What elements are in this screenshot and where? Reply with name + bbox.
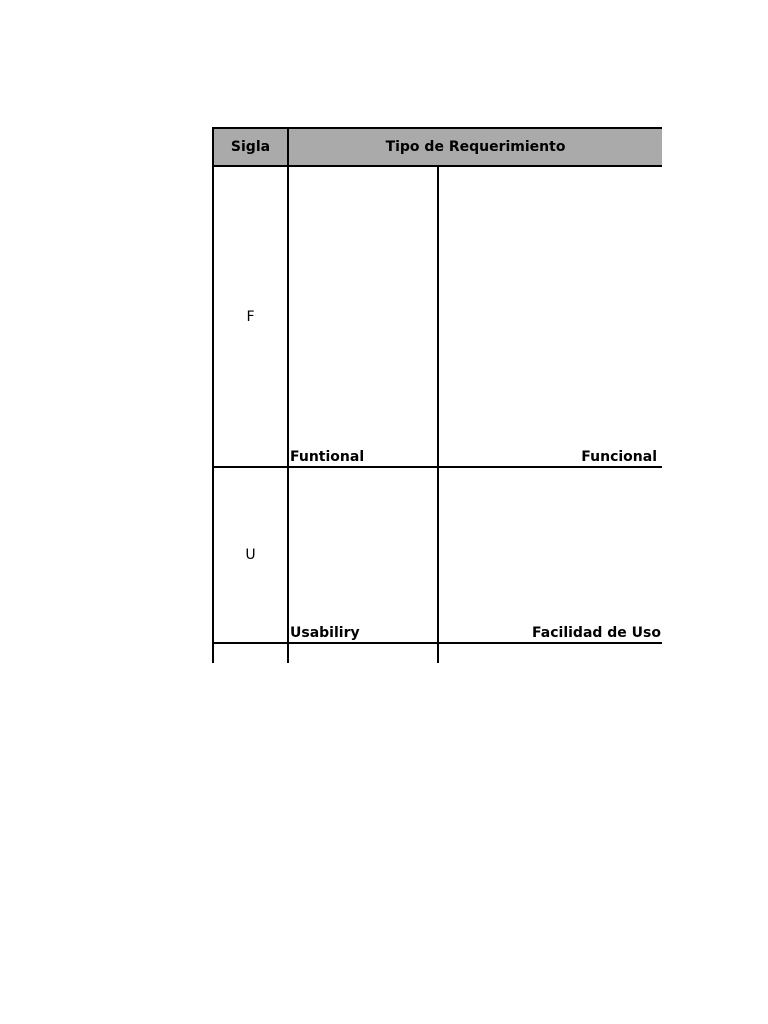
table-left-border	[212, 127, 214, 663]
header-sigla: Sigla	[230, 139, 271, 155]
row-2-sigla: U	[245, 547, 256, 563]
tipo-column-divider	[437, 165, 439, 663]
header-tipo-de-requerimiento: Tipo de Requerimiento	[385, 139, 566, 155]
sigla-column-divider	[287, 127, 289, 663]
row-2-spanish-type: Facilidad de Uso	[532, 625, 661, 641]
row-1-sigla: F	[246, 309, 255, 325]
table-top-border	[213, 127, 662, 129]
row-2-english-type: Usabiliry	[290, 625, 360, 641]
row-1-spanish-type: Funcional	[581, 449, 657, 465]
row-1-english-type: Funtional	[290, 449, 365, 465]
